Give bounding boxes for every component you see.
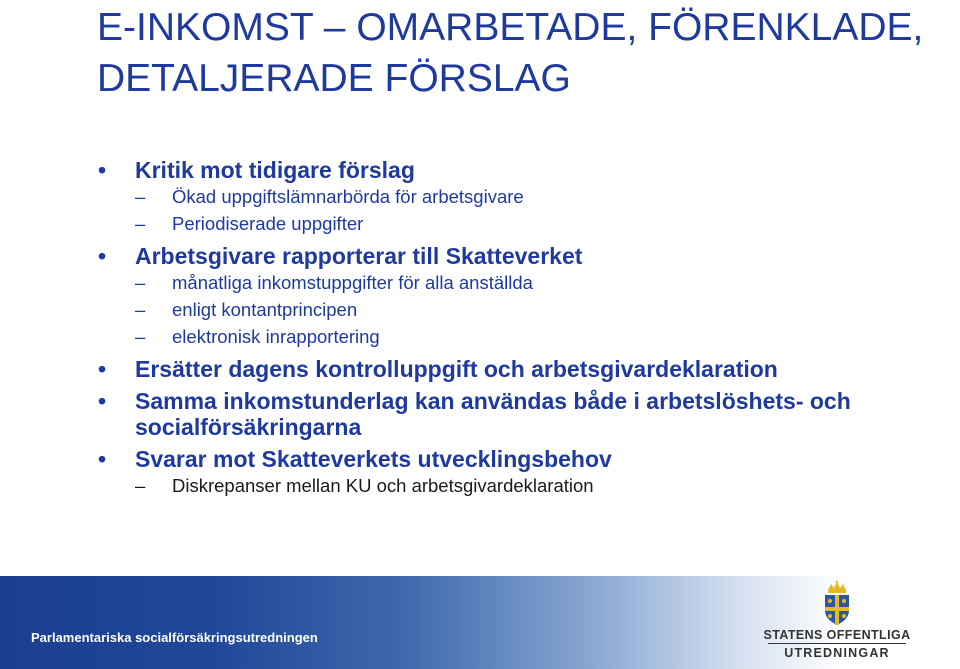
bullet-item: [98, 356, 938, 382]
bullet-dot: •: [98, 356, 107, 382]
sub-text: Ökad uppgiftslämnarbörda för arbetsgivare: [172, 186, 524, 207]
sub-item: [98, 324, 938, 350]
sub-text: elektronisk inrapportering: [172, 326, 380, 347]
logo-line2: UTREDNINGAR: [784, 646, 890, 660]
logo-line1: STATENS OFFENTLIGA: [763, 628, 911, 642]
sub-dash: –: [135, 213, 146, 234]
bullet-text: Svarar mot Skatteverkets utvecklingsbehov: [135, 446, 612, 472]
sub-item: [98, 211, 938, 237]
footer-text: Parlamentariska socialförsäkringsutredningen: [31, 630, 318, 645]
sub-dash: –: [135, 475, 146, 496]
bullet-dot: •: [98, 446, 107, 472]
bullet-dot: •: [98, 388, 107, 414]
sub-dash: –: [135, 326, 146, 347]
sub-text: Periodiserade uppgifter: [172, 213, 364, 234]
sub-dash: –: [135, 272, 146, 293]
bullet-item: [98, 157, 938, 183]
bullet-text: Kritik mot tidigare förslag: [135, 157, 415, 183]
sub-item: [98, 297, 938, 323]
sub-dash: –: [135, 299, 146, 320]
sub-text: enligt kontantprincipen: [172, 299, 358, 320]
bullet-dot: •: [98, 243, 107, 269]
bullet-item: [98, 388, 938, 440]
bullet-item: [98, 243, 938, 269]
bullet-text: Arbetsgivare rapporterar till Skatteverket: [135, 243, 583, 269]
sub-dash: –: [135, 186, 146, 207]
bullet-item: [98, 446, 938, 472]
crown-shield-icon: [821, 580, 853, 626]
sou-logo: [762, 580, 912, 664]
bullet-list: [98, 157, 938, 499]
slide-title: E-INKOMST – OMARBETADE, FÖRENKLADE, DETALJERADE FÖRSLAG: [97, 6, 924, 100]
sub-text: månatliga inkomstuppgifter för alla anställda: [172, 272, 533, 293]
sub-item: [98, 184, 938, 210]
bullet-text: Ersätter dagens kontrolluppgift och arbetsgivardeklaration: [135, 356, 778, 382]
sub-text: Diskrepanser mellan KU och arbetsgivardeklaration: [172, 475, 594, 496]
bullet-text: Samma inkomstunderlag kan användas både i arbetslöshets- och socialförsäkringarna: [135, 388, 851, 440]
sub-item: [98, 473, 938, 499]
logo-rule: [768, 643, 906, 644]
bullet-dot: •: [98, 157, 107, 183]
sub-item: [98, 270, 938, 296]
